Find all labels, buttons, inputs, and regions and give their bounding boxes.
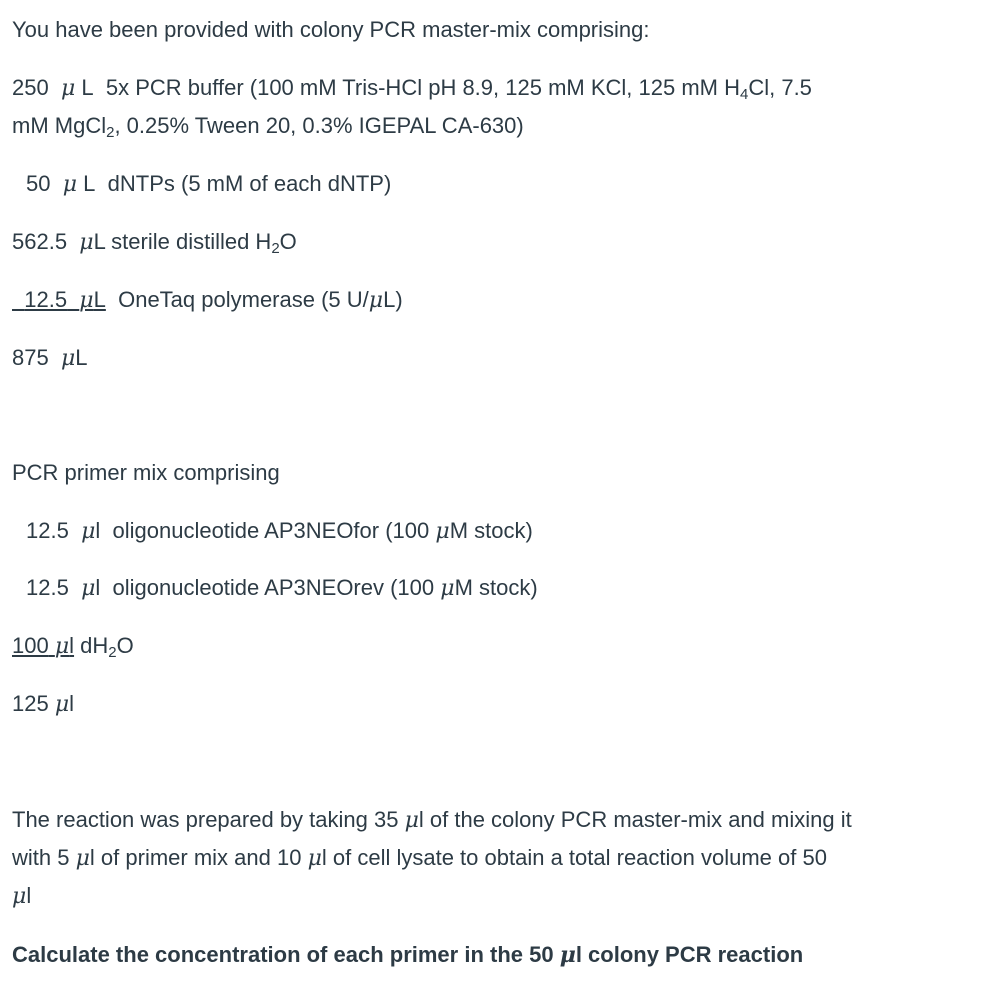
reaction-text-line-2: with 5 μl of primer mix and 10 μl of cell lysate to obtain a total reaction volume of 50 bbox=[12, 845, 827, 871]
reaction-text-line-1: The reaction was prepared by taking 35 μl of the colony PCR master-mix and mixing it bbox=[12, 807, 852, 833]
reaction-text-line-3: μl bbox=[12, 883, 32, 909]
primer-mix-rev-line: 12.5 μl oligonucleotide AP3NEOrev (100 μM stock) bbox=[26, 575, 538, 601]
master-mix-buffer-line-cont: mM MgCl$_2$, 0.25% Tween 20, 0.3% IGEPAL CA-630) bbox=[12, 113, 524, 141]
master-mix-water-line: 562.5 μL sterile distilled $H_2O$ bbox=[12, 229, 297, 257]
master-mix-polymerase-line: 12.5 μL OneTaq polymerase (5 U/μL) bbox=[24, 287, 403, 313]
primer-mix-total-line: 125 μl bbox=[12, 691, 75, 717]
primer-mix-heading: PCR primer mix comprising bbox=[12, 460, 280, 485]
master-mix-buffer-line: 250 μ L 5x PCR buffer (100 mM Tris-HCl pH 8.9, 125 mM KCl, 125 mM $H_4Cl$, 7.5 bbox=[12, 75, 812, 103]
question-text: Calculate the concentration of each primer in the 50 μl colony PCR reaction bbox=[12, 942, 804, 968]
primer-mix-water-line: 100 μl $dH_2O$ bbox=[12, 633, 134, 661]
master-mix-dntps-line: 50 μ L dNTPs (5 mM of each dNTP) bbox=[26, 171, 392, 197]
master-mix-total-line: 875 μL bbox=[12, 345, 88, 371]
intro-text: You have been provided with colony PCR master-mix comprising: bbox=[12, 17, 650, 42]
primer-mix-for-line: 12.5 μl oligonucleotide AP3NEOfor (100 μM stock) bbox=[26, 518, 533, 544]
